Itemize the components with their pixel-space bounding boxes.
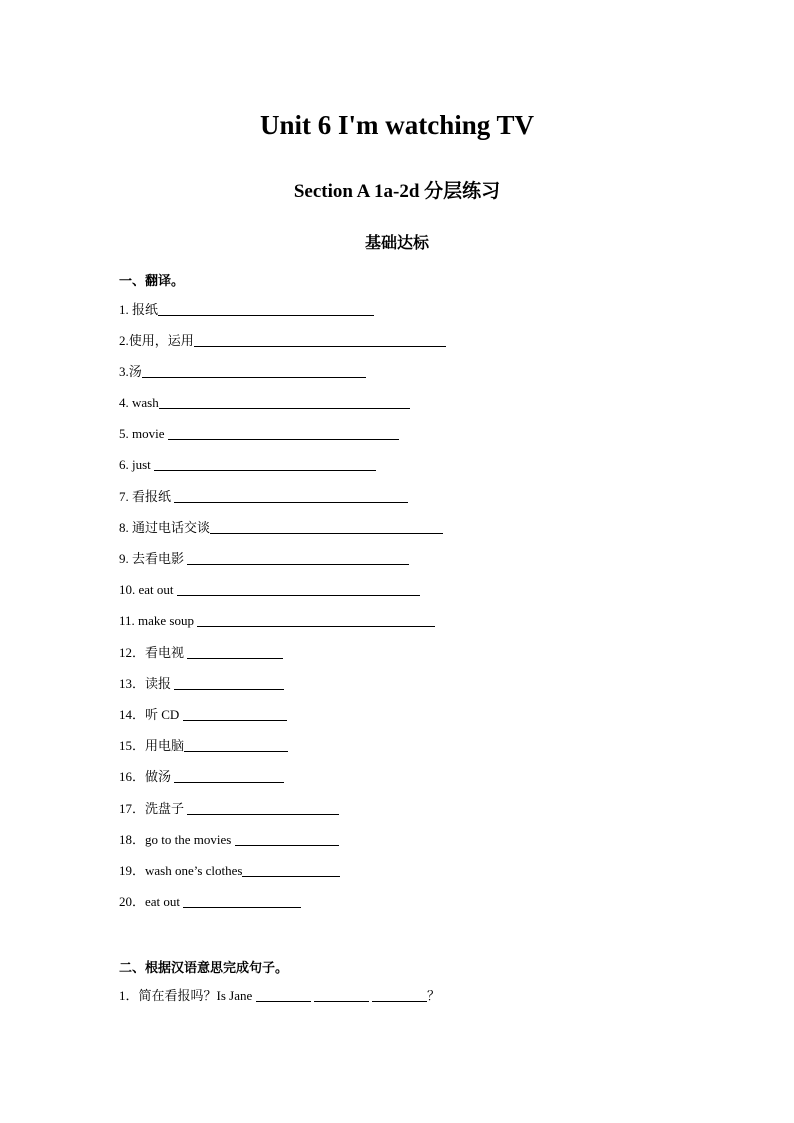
- item-prompt: 3.汤: [119, 364, 142, 379]
- section-1-heading: 一、翻译。: [119, 273, 185, 288]
- item-prompt: 10. eat out: [119, 582, 174, 597]
- list-item: [119, 580, 420, 600]
- answer-blank[interactable]: [159, 407, 410, 409]
- list-item: [119, 424, 399, 444]
- list-item: [119, 892, 301, 912]
- question-mark: ？: [427, 988, 441, 1003]
- list-item: [119, 331, 446, 351]
- answer-blank[interactable]: [183, 719, 287, 721]
- answer-blank[interactable]: [187, 563, 409, 565]
- list-item: [119, 674, 284, 694]
- item-prompt: 18．go to the movies: [119, 832, 232, 847]
- item-prompt: 12．看电视: [119, 645, 185, 660]
- answer-blank[interactable]: [177, 594, 420, 596]
- answer-blank[interactable]: [242, 875, 340, 877]
- item-prompt: 9. 去看电影: [119, 551, 185, 566]
- level-heading: 基础达标: [364, 235, 429, 252]
- answer-blank[interactable]: [187, 657, 283, 659]
- item-prompt: 7. 看报纸: [119, 489, 172, 504]
- answer-blank[interactable]: [235, 844, 339, 846]
- answer-blank[interactable]: [184, 750, 288, 752]
- list-item: [119, 455, 376, 475]
- list-item: [119, 300, 374, 320]
- item-prompt: 20．eat out: [119, 894, 181, 909]
- answer-blank[interactable]: [168, 438, 399, 440]
- answer-blank[interactable]: [174, 688, 284, 690]
- answer-blank[interactable]: [197, 625, 435, 627]
- list-item: [119, 705, 287, 725]
- answer-blank[interactable]: [314, 1000, 369, 1002]
- list-item: [119, 611, 435, 631]
- answer-blank[interactable]: [158, 314, 374, 316]
- answer-blank[interactable]: [154, 469, 376, 471]
- list-item: [119, 518, 443, 538]
- item-prompt: 11. make soup: [119, 613, 194, 628]
- answer-blank[interactable]: [174, 781, 284, 783]
- item-prompt: 4. wash: [119, 395, 159, 410]
- item-prompt: 1. 报纸: [119, 302, 159, 317]
- list-item: [119, 362, 366, 382]
- item-prompt: 2.使用，运用: [119, 333, 194, 348]
- list-item: [119, 736, 288, 756]
- answer-blank[interactable]: [210, 532, 443, 534]
- answer-blank[interactable]: [372, 1000, 427, 1002]
- document-title: Unit 6 I'm watching TV: [259, 110, 535, 140]
- list-item: [119, 393, 410, 413]
- list-item: [119, 861, 340, 881]
- section-subtitle: Section A 1a-2d 分层练习: [293, 181, 501, 202]
- list-item: [119, 767, 284, 787]
- list-item: [119, 549, 409, 569]
- item-prompt: 16．做汤: [119, 769, 172, 784]
- item-prompt: 17．洗盘子: [119, 801, 185, 816]
- item-prompt: 8. 通过电话交谈: [119, 520, 211, 535]
- item-prompt: 5. movie: [119, 426, 165, 441]
- list-item: [119, 799, 339, 819]
- section-2-heading: 二、根据汉语意思完成句子。: [119, 960, 289, 975]
- answer-blank[interactable]: [174, 501, 408, 503]
- answer-blank[interactable]: [187, 813, 339, 815]
- item-prompt: 19．wash one’s clothes: [119, 863, 243, 878]
- answer-blank[interactable]: [183, 906, 301, 908]
- question-prompt: 1．简在看报吗？Is Jane: [119, 988, 253, 1003]
- answer-blank[interactable]: [194, 345, 446, 347]
- list-item: [119, 487, 408, 507]
- list-item: [119, 830, 339, 850]
- item-prompt: 13．读报: [119, 676, 172, 691]
- item-prompt: 6. just: [119, 457, 151, 472]
- answer-blank[interactable]: [142, 376, 366, 378]
- list-item: [119, 643, 283, 663]
- question-1: [119, 986, 440, 1006]
- item-prompt: 14．听 CD: [119, 707, 180, 722]
- item-prompt: 15．用电脑: [119, 738, 185, 753]
- answer-blank[interactable]: [256, 1000, 311, 1002]
